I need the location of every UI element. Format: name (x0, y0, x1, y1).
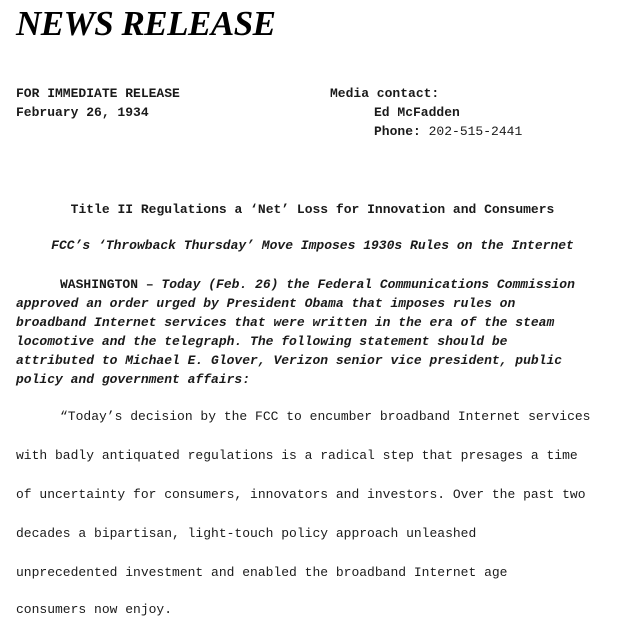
dateline: WASHINGTON – (60, 277, 154, 292)
release-label: FOR IMMEDIATE RELEASE (16, 86, 180, 101)
lead-first-line (60, 277, 575, 292)
lead-line-2: approved an order urged by President Obama that imposes rules on (16, 296, 516, 311)
release-date: February 26, 1934 (16, 105, 149, 120)
lead-line-4: locomotive and the telegraph. The following statement should be (16, 334, 508, 349)
media-contact-label: Media contact: (330, 86, 440, 101)
lead-line-1: Today (Feb. 26) the Federal Communications Commission (153, 277, 575, 292)
quote-line-5: unprecedented investment and enabled the broadband Internet age (16, 565, 508, 580)
lead-line-6: policy and government affairs: (16, 372, 251, 387)
quote-line-3: of uncertainty for consumers, innovators and investors. Over the past two (16, 487, 586, 502)
phone-label: Phone: (374, 124, 421, 139)
release-subtitle: FCC’s ‘Throwback Thursday’ Move Imposes 1930s Rules on the Internet (51, 238, 574, 253)
phone-number: 202-515-2441 (428, 124, 523, 139)
quote-line-2: with badly antiquated regulations is a radical step that presages a time (16, 448, 578, 463)
lead-line-5: attributed to Michael E. Glover, Verizon senior vice president, public (16, 353, 563, 368)
quote-line-6: consumers now enjoy. (16, 602, 173, 617)
release-title: Title II Regulations a ‘Net’ Loss for Innovation and Consumers (70, 202, 555, 217)
quote-line-1: “Today’s decision by the FCC to encumber broadband Internet services (60, 409, 591, 424)
quote-line-4: decades a bipartisan, light-touch policy approach unleashed (16, 526, 477, 541)
masthead-title: NEWS RELEASE (16, 4, 276, 43)
media-contact-phone (374, 124, 522, 139)
lead-line-3: broadband Internet services that were written in the era of the steam (16, 315, 555, 330)
media-contact-name: Ed McFadden (374, 105, 460, 120)
